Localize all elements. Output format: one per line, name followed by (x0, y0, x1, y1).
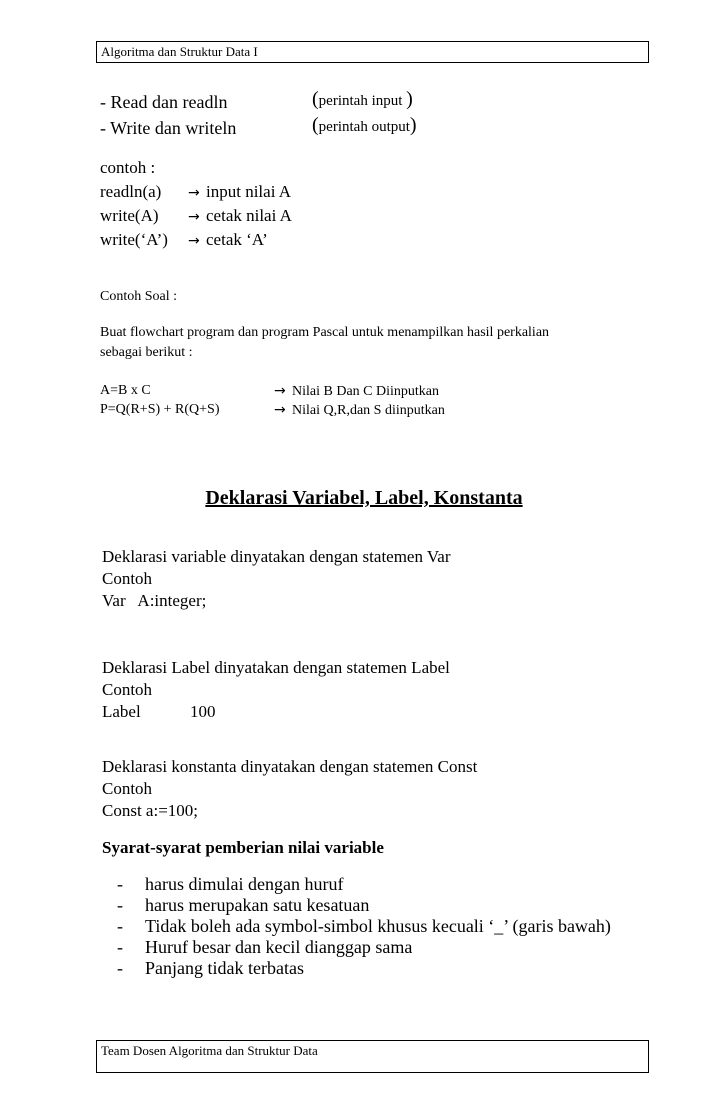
list-item: - harus dimulai dengan huruf (117, 874, 344, 894)
example-desc-3: cetak ‘A’ (206, 230, 268, 249)
header-text: Algoritma dan Struktur Data I (101, 44, 258, 59)
io-write-note: (perintah output) (312, 114, 417, 136)
problem-formula-1: A=B x C (100, 383, 151, 398)
arrow-right-icon: → (274, 383, 286, 399)
var-line-1: Deklarasi variable dinyatakan dengan statemen Var (102, 547, 451, 566)
problem-desc-2: Nilai Q,R,dan S diinputkan (292, 403, 445, 418)
const-line-1: Deklarasi konstanta dinyatakan dengan statemen Const (102, 757, 478, 776)
var-line-2: Contoh (102, 569, 153, 588)
const-line-3: Const a:=100; (102, 801, 199, 820)
arrow-right-icon: → (274, 402, 286, 418)
problem-label: Contoh Soal : (100, 289, 178, 304)
list-item: - Panjang tidak terbatas (117, 958, 304, 978)
rules-list (117, 874, 611, 979)
arrow-right-icon: → (188, 233, 200, 249)
rule-text-4: Huruf besar dan kecil dianggap sama (145, 937, 413, 957)
section-title: Deklarasi Variabel, Label, Konstanta (205, 487, 523, 509)
label-line-3a: Label (102, 702, 141, 721)
arrow-right-icon: → (188, 209, 200, 225)
io-read-command: - Read dan readln (100, 92, 228, 112)
problem-text-2: sebagai berikut : (100, 345, 193, 360)
example-line-3 (100, 230, 268, 250)
list-item: - Huruf besar dan kecil dianggap sama (117, 937, 413, 957)
label-line-1: Deklarasi Label dinyatakan dengan statemen Label (102, 658, 450, 677)
problem-desc-2-wrap (274, 402, 445, 419)
problem-desc-1: Nilai B Dan C Diinputkan (292, 384, 439, 399)
example-line-1 (100, 182, 291, 202)
list-item: - harus merupakan satu kesatuan (117, 895, 370, 915)
example-desc-2: cetak nilai A (206, 206, 292, 225)
const-line-2: Contoh (102, 779, 153, 798)
label-line-2: Contoh (102, 680, 153, 699)
example-code-1: readln(a) (100, 182, 162, 201)
example-desc-1: input nilai A (206, 182, 291, 201)
example-code-2: write(A) (100, 206, 159, 225)
rule-text-1: harus dimulai dengan huruf (145, 874, 344, 894)
arrow-right-icon: → (188, 185, 200, 201)
io-read-note: (perintah input ) (312, 88, 413, 110)
var-line-3: Var A:integer; (102, 591, 207, 610)
rule-text-3: Tidak boleh ada symbol-simbol khusus kecuali ‘_’ (garis bawah) (145, 916, 611, 936)
footer-text: Team Dosen Algoritma dan Struktur Data (101, 1043, 318, 1058)
problem-desc-1-wrap (274, 383, 439, 400)
example-line-2 (100, 206, 292, 226)
io-read-note-text: perintah input (318, 93, 407, 109)
problem-formula-2: P=Q(R+S) + R(Q+S) (100, 402, 220, 417)
label-line-3b: 100 (190, 702, 216, 721)
io-write-command: - Write dan writeln (100, 118, 237, 138)
rule-text-2: harus merupakan satu kesatuan (145, 895, 370, 915)
rule-text-5: Panjang tidak terbatas (145, 958, 304, 978)
io-write-note-text: perintah output (318, 119, 410, 135)
example-code-3: write(‘A’) (100, 230, 168, 249)
list-item: - Tidak boleh ada symbol-simbol khusus kecuali ‘_’ (garis bawah) (117, 916, 611, 936)
problem-text-1: Buat flowchart program dan program Pascal untuk menampilkan hasil perkalian (100, 325, 550, 340)
rules-title: Syarat-syarat pemberian nilai variable (102, 838, 384, 857)
example-label: contoh : (100, 158, 156, 177)
